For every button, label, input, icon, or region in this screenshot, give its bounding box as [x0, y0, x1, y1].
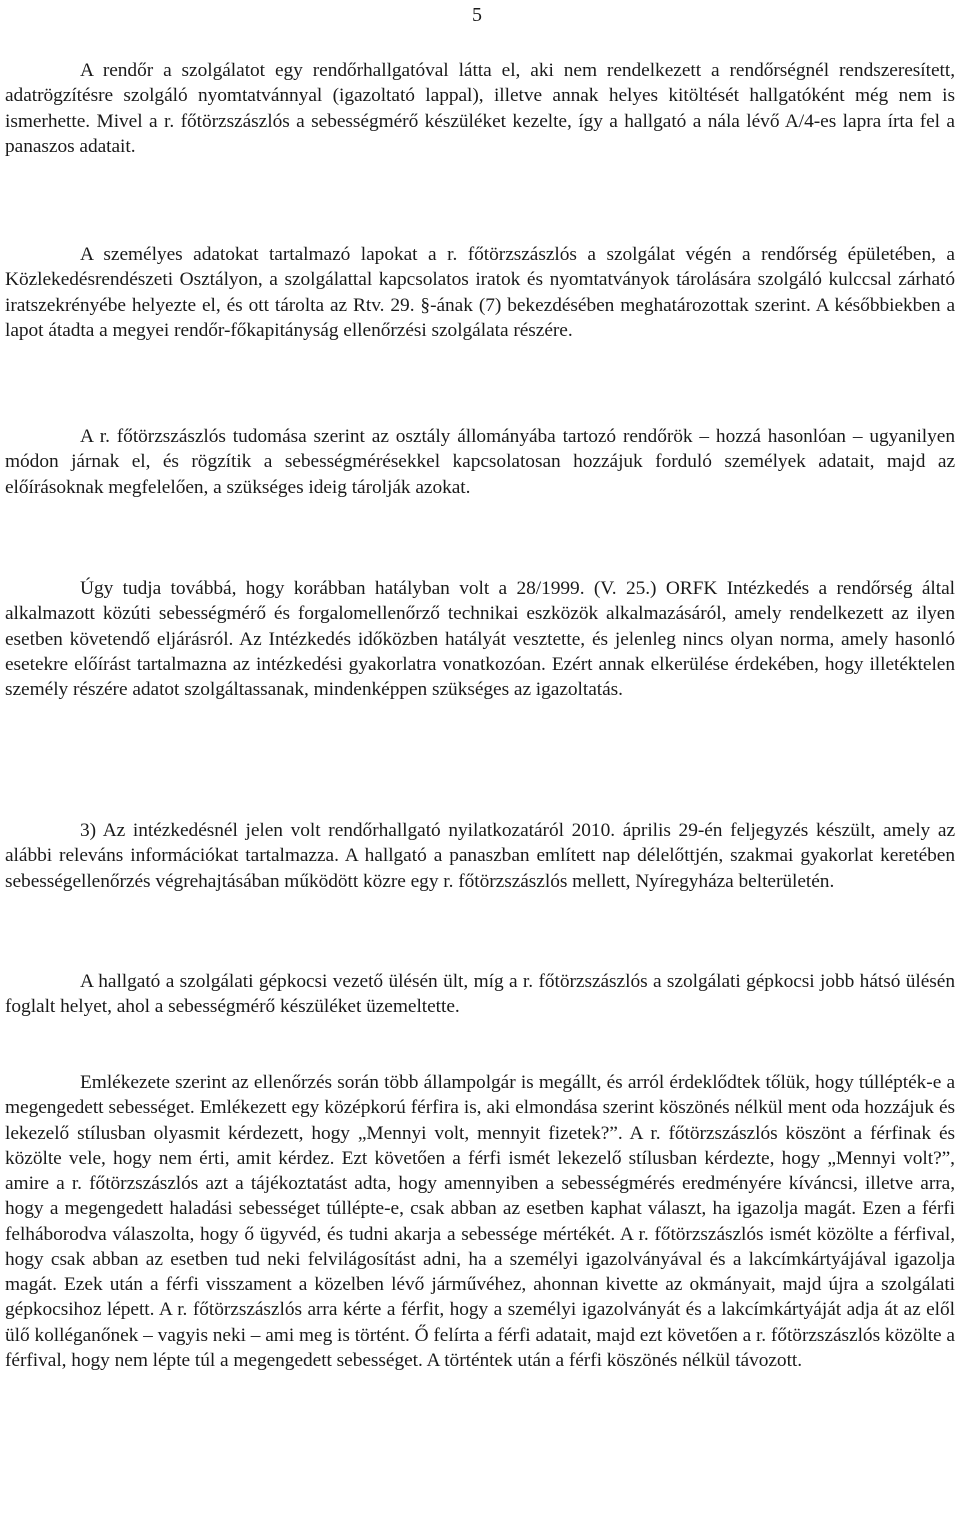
paragraph-3: A r. főtörzszászlós tudomása szerint az osztály állományába tartozó rendőrök – hozzá hasonlóan – ugyanilyen módon járnak el, és rögzítik a sebességmérésekkel kapcsolatosan hozzájuk forduló személyek adatait, majd az előírásoknak megfelelően, a szükséges ideig tárolják azokat.	[5, 426, 955, 498]
paragraph-7: Emlékezete szerint az ellenőrzés során több állampolgár is megállt, és arról érdeklődtek tőlük, hogy túllépték-e a megengedett sebességet. Emlékezett egy középkorú férfira is, aki elmondása szerint köszönés nélkül ment oda hozzájuk és lekezelő stílusban olyasmit kérdezett, hogy „Mennyi volt, mennyit fizetek?”. A r. főtörzszászlós köszönt a férfinak és közölte vele, hogy nem érti, amit kérdez. Ezt követően a férfi ismét lekezelő stílusban kérdezte, hogy „Mennyi volt?”, amire a r. főtörzszászlós azt a tájékoztatást adta, hogy amennyiben a sebességmérés eredményére kíváncsi, illetve arra, hogy a megengedett haladási sebességet túllépte-e, csak abban az esetben kaphat választ, ha igazolja magát. Ezen a férfi felháborodva válaszolta, hogy ő ügyvéd, és tudni akarja a sebessége mértékét. A r. főtörzszászlós ismét közölte a férfival, hogy csak abban az esetben tud neki felvilágosítást adni, ha a személyi igazolványával és a lakcímkártyájával igazolja magát. Ezek után a férfi visszament a közelben lévő járművéhez, ahonnan kivette az okmányait, majd újra a szolgálati gépkocsihoz lépett. A r. főtörzszászlós arra kérte a férfit, hogy a személyi igazolványát és a lakcímkártyáját adja át az elől ülő kolléganőnek – vagyis neki – ami meg is történt. Ő felírta a férfi adatait, majd ezt követően a r. főtörzszászlós közölte a férfival, hogy nem lépte túl a megengedett sebességet. A történtek után a férfi köszönés nélkül távozott.	[5, 1072, 955, 1371]
paragraph-6: A hallgató a szolgálati gépkocsi vezető ülésén ült, míg a r. főtörzszászlós a szolgálati gépkocsi jobb hátsó ülésén foglalt helyet, ahol a sebességmérő készüléket üzemeltette.	[5, 971, 955, 1018]
paragraph-2: A személyes adatokat tartalmazó lapokat a r. főtörzszászlós a szolgálat végén a rendőrség épületében, a Közlekedésrendészeti Osztályon, a szolgálattal kapcsolatos iratok és nyomtatványok tárolására szolgáló kulccsal zárható iratszekrényébe helyezte el, és ott tárolta az Rtv. 29. §-ának (7) bekezdésében meghatározottak szerint. A későbbiekben a lapot átadta a megyei rendőr-főkapitányság ellenőrzési szolgálata részére.	[5, 244, 955, 341]
page-number: 5	[472, 4, 482, 26]
paragraph-5: 3) Az intézkedésnél jelen volt rendőrhallgató nyilatkozatáról 2010. április 29-én feljegyzés készült, amely az alábbi releváns információkat tartalmazza. A hallgató a panaszban említett nap délelőttjén, szakmai gyakorlat keretében sebességellenőrzés végrehajtásában működött közre egy r. főtörzszászlós mellett, Nyíregyháza belterületén.	[5, 820, 955, 892]
paragraph-4: Úgy tudja továbbá, hogy korábban hatályban volt a 28/1999. (V. 25.) ORFK Intézkedés a rendőrség által alkalmazott közúti sebességmérő és forgalomellenőrző technikai eszközök alkalmazásáról, amely rendelkezett az ilyen esetben követendő eljárásról. Az Intézkedés időközben hatályát vesztette, és jelenleg nincs olyan norma, amely hasonló esetekre előírást tartalmazna az intézkedési gyakorlatra vonatkozóan. Ezért annak elkerülése érdekében, hogy illetéktelen személy részére adatot szolgáltassanak, mindenképpen szükséges az igazoltatás.	[5, 578, 955, 700]
paragraph-1: A rendőr a szolgálatot egy rendőrhallgatóval látta el, aki nem rendelkezett a rendőrségnél rendszeresített, adatrögzítésre szolgáló nyomtatvánnyal (igazoltató lappal), illetve annak helyes kitöltését hallgatóként még nem is ismerhette. Mivel a r. főtörzszászlós a sebességmérő készüléket kezelte, így a hallgató a nála lévő A/4-es lapra írta fel a panaszos adatait.	[5, 60, 955, 157]
